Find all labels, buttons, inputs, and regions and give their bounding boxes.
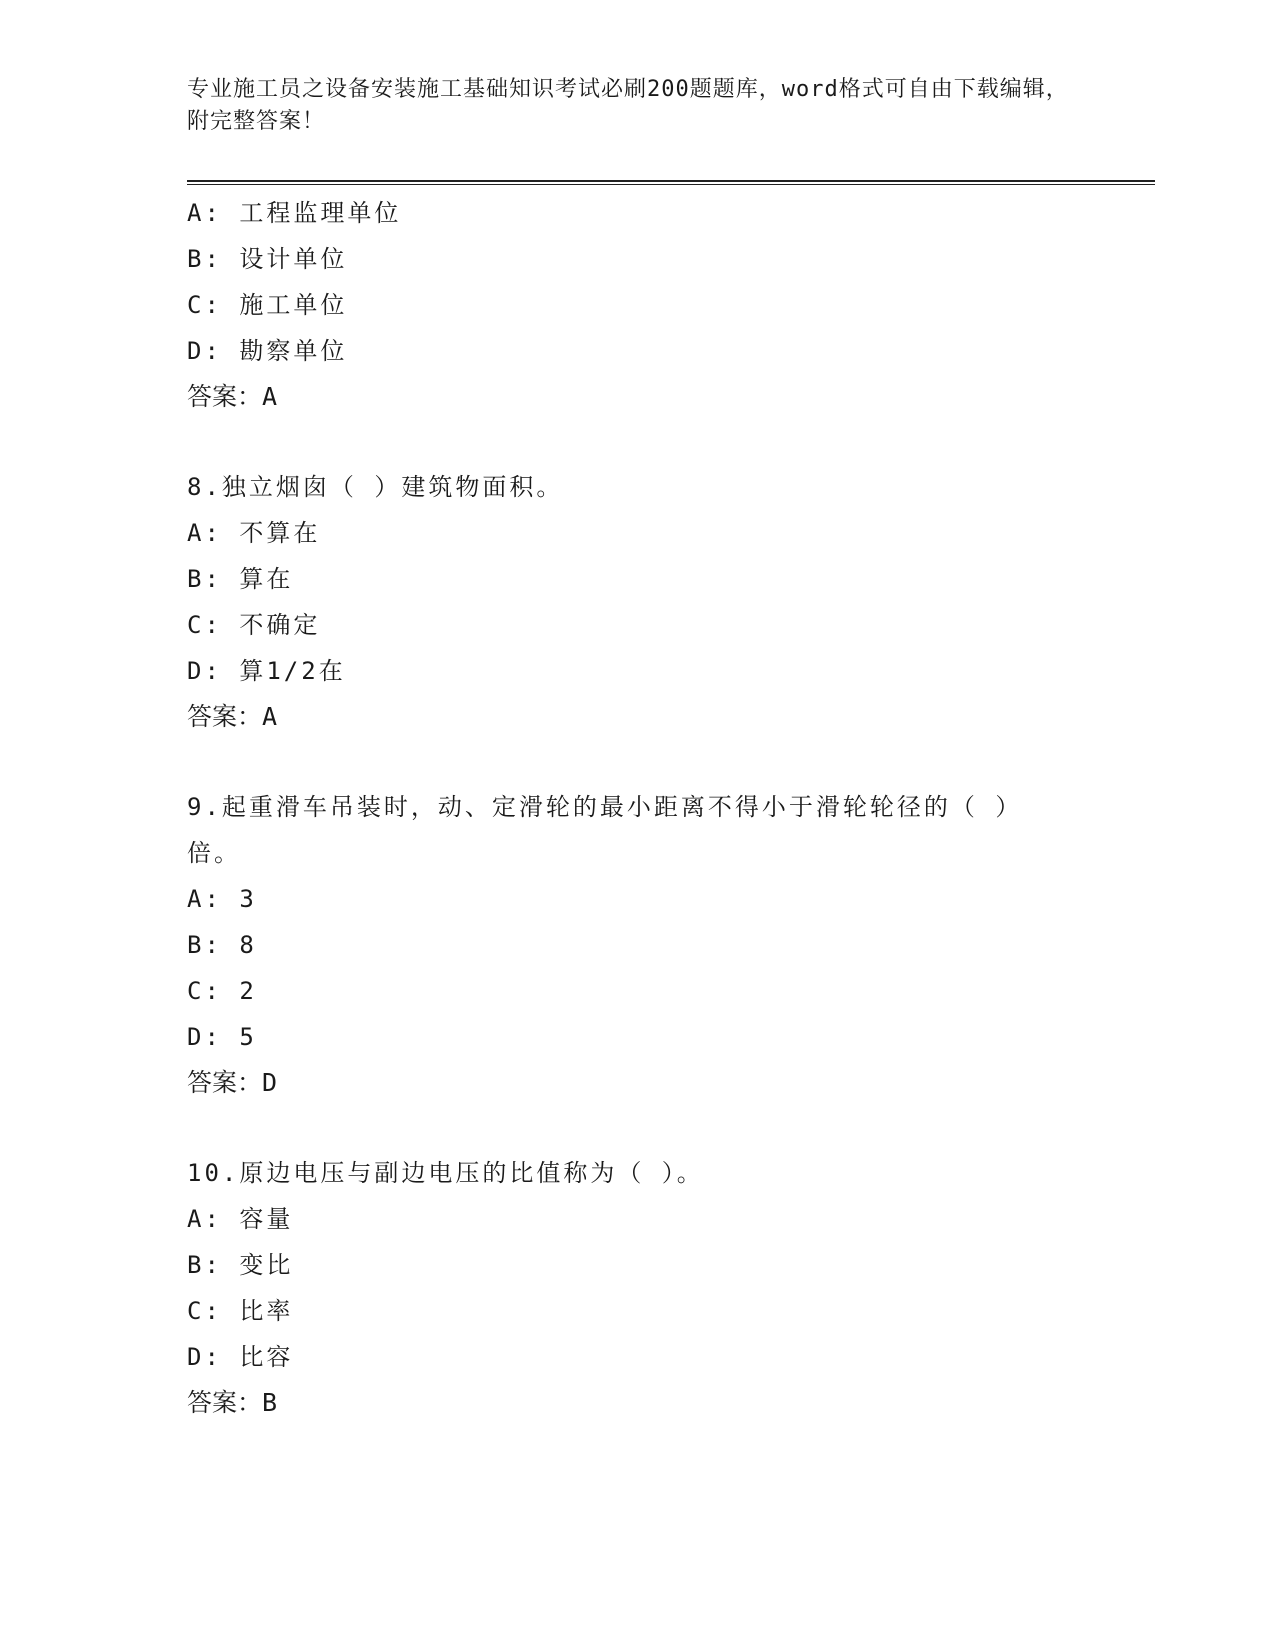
answer-line: [187, 1060, 1087, 1106]
option-c: C: 2: [187, 977, 257, 1005]
option-a: A: 容量: [187, 1205, 294, 1233]
answer-value: B: [262, 1388, 278, 1417]
question-stem: 10.原边电压与副边电压的比值称为（ ）。: [187, 1159, 704, 1187]
document-header: 专业施工员之设备安装施工基础知识考试必刷200题题库，word格式可自由下载编辑，附完整答案！: [187, 77, 1069, 134]
option-d: D: 5: [187, 1023, 257, 1051]
option-d: D: 算1/2在: [187, 657, 346, 685]
option-a: A: 不算在: [187, 519, 321, 547]
option-b: B: 变比: [187, 1251, 294, 1279]
question-list: [187, 190, 1087, 1470]
answer-label: 答案：: [187, 382, 263, 411]
question-10: [187, 1150, 1087, 1426]
answer-label: 答案：: [187, 1068, 263, 1097]
question-stem: 8.独立烟囱（ ）建筑物面积。: [187, 473, 564, 501]
option-b: B: 算在: [187, 565, 294, 593]
option-a: A: 3: [187, 885, 257, 913]
question-7: [187, 190, 1087, 420]
option-d: D: 比容: [187, 1343, 294, 1371]
answer-label: 答案：: [187, 1388, 263, 1417]
option-a: A: 工程监理单位: [187, 199, 402, 227]
question-stem: 9.起重滑车吊装时，动、定滑轮的最小距离不得小于滑轮轮径的（ ）倍。: [187, 793, 1023, 867]
answer-line: [187, 1380, 1087, 1426]
answer-line: [187, 694, 1087, 740]
option-d: D: 勘察单位: [187, 337, 348, 365]
answer-line: [187, 374, 1087, 420]
option-b: B: 8: [187, 931, 257, 959]
option-b: B: 设计单位: [187, 245, 348, 273]
answer-value: D: [262, 1068, 278, 1097]
answer-label: 答案：: [187, 702, 263, 731]
option-c: C: 比率: [187, 1297, 294, 1325]
option-c: C: 不确定: [187, 611, 321, 639]
header-divider: [187, 180, 1155, 185]
option-c: C: 施工单位: [187, 291, 348, 319]
answer-value: A: [262, 382, 278, 411]
question-8: [187, 464, 1087, 740]
answer-value: A: [262, 702, 278, 731]
question-9: [187, 784, 1087, 1106]
